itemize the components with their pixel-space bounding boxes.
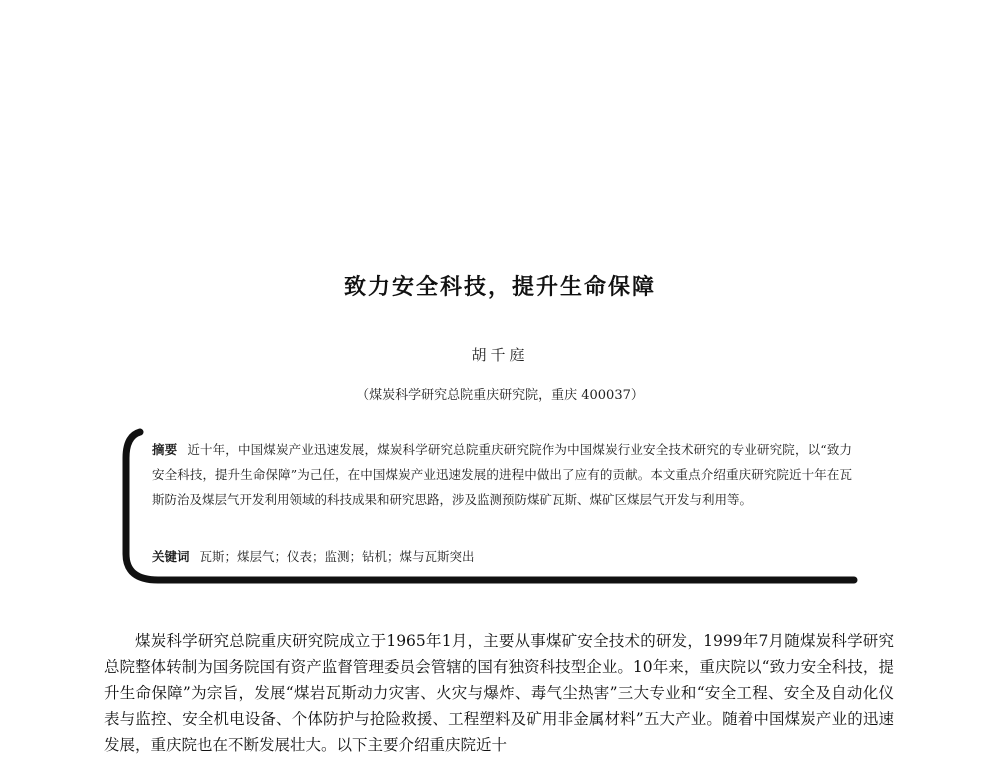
abstract-body: 近十年，中国煤炭产业迅速发展，煤炭科学研究总院重庆研究院作为中国煤炭行业安全技术研究的专业研究院，以“致力安全科技，提升生命保障”为己任，在中国煤炭产业迅速发展的进程中做出了应有的贡献。本文重点介绍重庆研究院近十年在瓦斯防治及煤层气开发利用领域的科技成果和研究思路，涉及监测预防煤矿瓦斯、煤矿区煤层气开发与利用等。 xyxy=(152,442,852,507)
abstract-section xyxy=(118,428,858,586)
author-name: 胡千庭 xyxy=(471,346,529,364)
keywords-label: 关键词 xyxy=(152,549,190,564)
abstract-paragraph xyxy=(152,437,852,512)
body-text xyxy=(104,628,894,758)
body-paragraph: 煤炭科学研究总院重庆研究院成立于1965年1月，主要从事煤矿安全技术的研发，1999年7月随煤炭科学研究总院整体转制为国务院国有资产监督管理委员会管辖的国有独资科技型企业。10年来，重庆院以“致力安全科技，提升生命保障”为宗旨，发展“煤岩瓦斯动力灾害、火灾与爆炸、毒气尘热害”三大专业和“安全工程、安全及自动化仪表与监控、安全机电设备、个体防护与抢险救援、工程塑料及矿用非金属材料”五大产业。随着中国煤炭产业的迅速发展，重庆院也在不断发展壮大。以下主要介绍重庆院近十 xyxy=(104,632,894,754)
keywords-list: 瓦斯；煤层气；仪表；监测；钻机；煤与瓦斯突出 xyxy=(199,549,475,564)
abstract-label: 摘要 xyxy=(152,442,178,457)
keywords-line xyxy=(152,545,852,569)
paper-title: 致力安全科技，提升生命保障 xyxy=(343,275,656,300)
author-affiliation: （煤炭科学研究总院重庆研究院，重庆 400037） xyxy=(356,388,644,403)
